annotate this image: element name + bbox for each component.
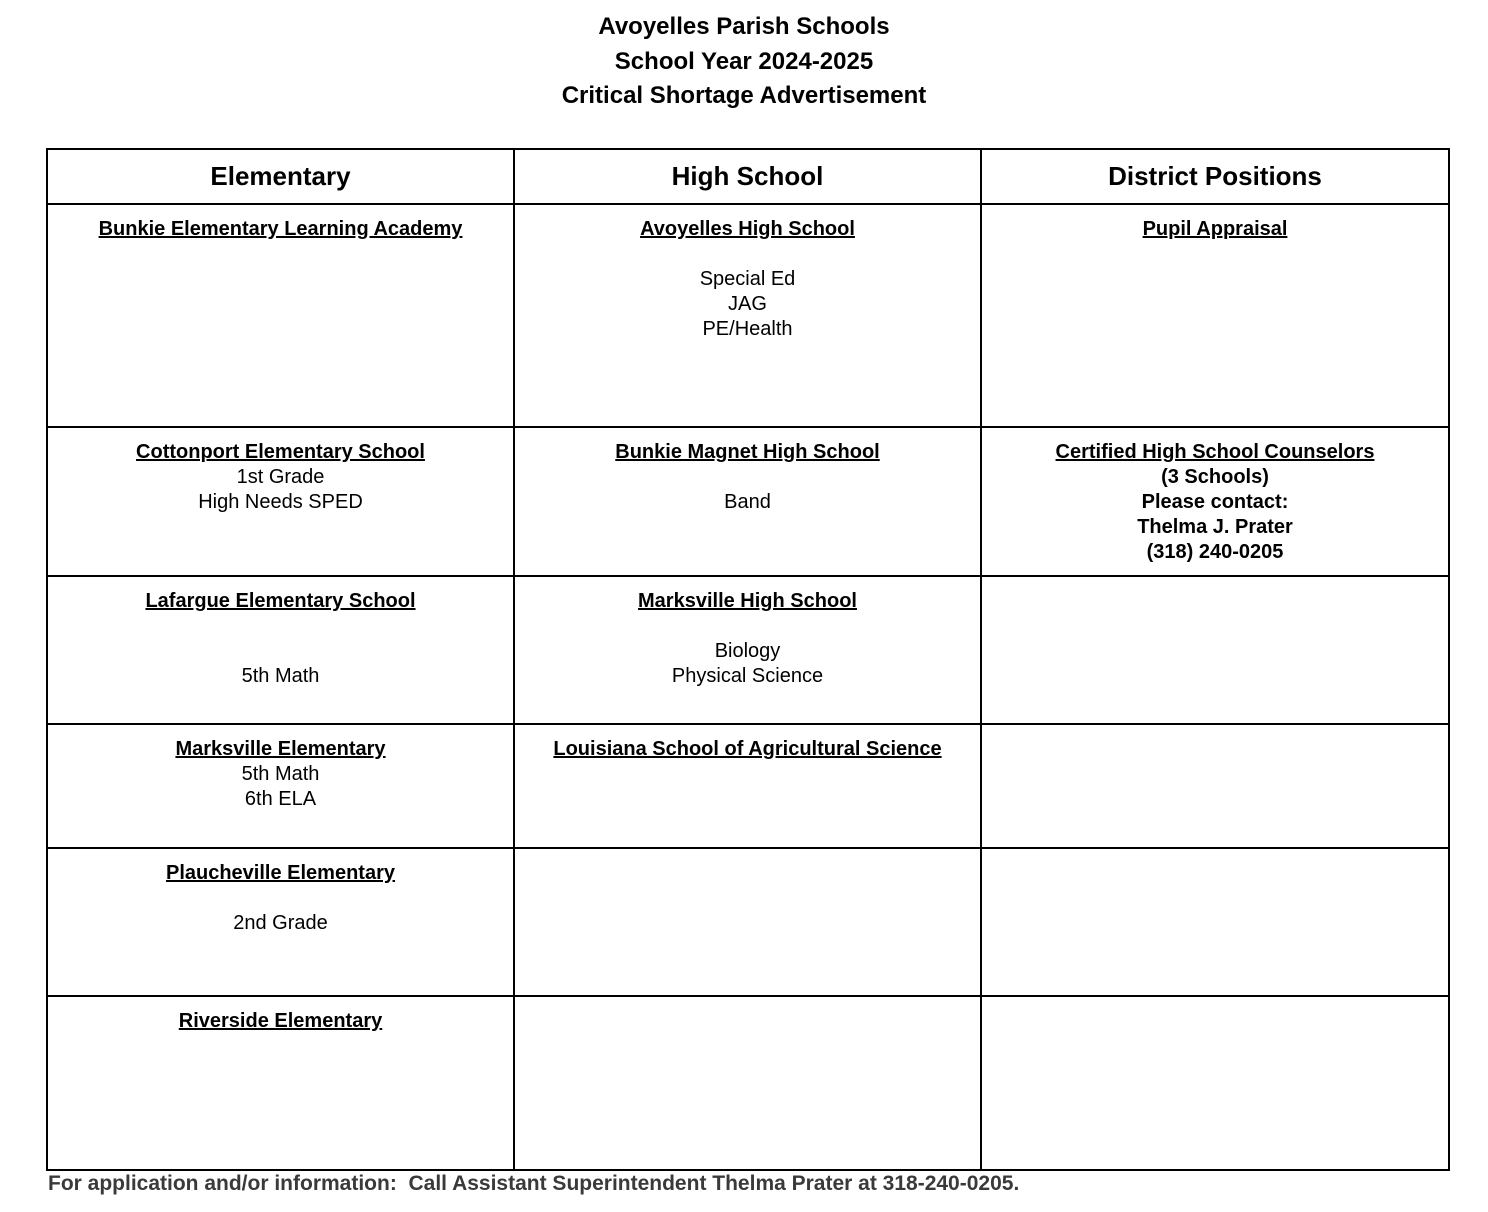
school-name: Avoyelles High School (640, 218, 855, 240)
position-item: JAG (728, 293, 767, 315)
position-item: 1st Grade (236, 466, 325, 488)
table-cell (514, 848, 981, 996)
position-item: 2nd Grade (233, 912, 328, 934)
position-detail: (3 Schools) (1161, 466, 1269, 488)
table-row (47, 576, 1449, 724)
contact-name: Thelma J. Prater (1137, 516, 1293, 538)
column-header-high-school: High School (514, 149, 981, 204)
table-cell (981, 204, 1449, 427)
table-cell (514, 724, 981, 848)
contact-footer: For application and/or information: Call Assistant Superintendent Thelma Prater at 318-240-0205. (48, 1172, 1020, 1195)
table-cell (981, 848, 1449, 996)
position-item: Physical Science (671, 665, 824, 687)
school-name: Marksville Elementary (175, 738, 386, 760)
table-cell (514, 204, 981, 427)
table-cell (47, 996, 514, 1170)
advertisement-title: Critical Shortage Advertisement (561, 82, 927, 109)
school-name: Riverside Elementary (178, 1010, 383, 1032)
school-name: Plaucheville Elementary (165, 862, 395, 884)
position-item: Band (724, 491, 771, 513)
column-header-elementary: Elementary (47, 149, 514, 204)
position-detail: Please contact: (1141, 491, 1289, 513)
table-cell (47, 848, 514, 996)
table-row (47, 848, 1449, 996)
school-name: Marksville High School (638, 590, 857, 612)
table-cell (47, 427, 514, 576)
school-year: School Year 2024-2025 (614, 47, 874, 75)
table-row (47, 724, 1449, 848)
table-row (47, 427, 1449, 576)
table-cell (47, 204, 514, 427)
table-cell (47, 576, 514, 724)
district-title: Avoyelles Parish Schools (598, 13, 890, 40)
position-item: Biology (714, 640, 781, 662)
shortage-table (46, 148, 1450, 1171)
school-name: Cottonport Elementary School (136, 441, 425, 463)
table-cell (514, 576, 981, 724)
table-cell (514, 427, 981, 576)
column-header-district: District Positions (981, 149, 1449, 204)
table-cell (981, 427, 1449, 576)
table-row (47, 996, 1449, 1170)
position-item: 5th Math (241, 665, 320, 687)
position-title: Certified High School Counselors (1055, 441, 1375, 463)
position-item: Special Ed (699, 268, 796, 290)
position-item: High Needs SPED (198, 491, 363, 513)
table-cell (981, 724, 1449, 848)
school-name: Louisiana School of Agricultural Science (553, 738, 942, 760)
table-cell (514, 996, 981, 1170)
position-item: PE/Health (702, 318, 793, 340)
table-cell (981, 576, 1449, 724)
school-name: Bunkie Elementary Learning Academy (98, 218, 463, 240)
table-row (47, 204, 1449, 427)
position-item: 6th ELA (244, 788, 317, 810)
table-header-row (47, 149, 1449, 204)
contact-phone: (318) 240-0205 (1146, 541, 1284, 563)
document-header (0, 10, 1488, 114)
position-title: Pupil Appraisal (1142, 218, 1288, 240)
school-name: Bunkie Magnet High School (615, 441, 880, 463)
school-name: Lafargue Elementary School (145, 590, 416, 612)
position-item: 5th Math (241, 763, 320, 785)
table-cell (47, 724, 514, 848)
table-cell (981, 996, 1449, 1170)
